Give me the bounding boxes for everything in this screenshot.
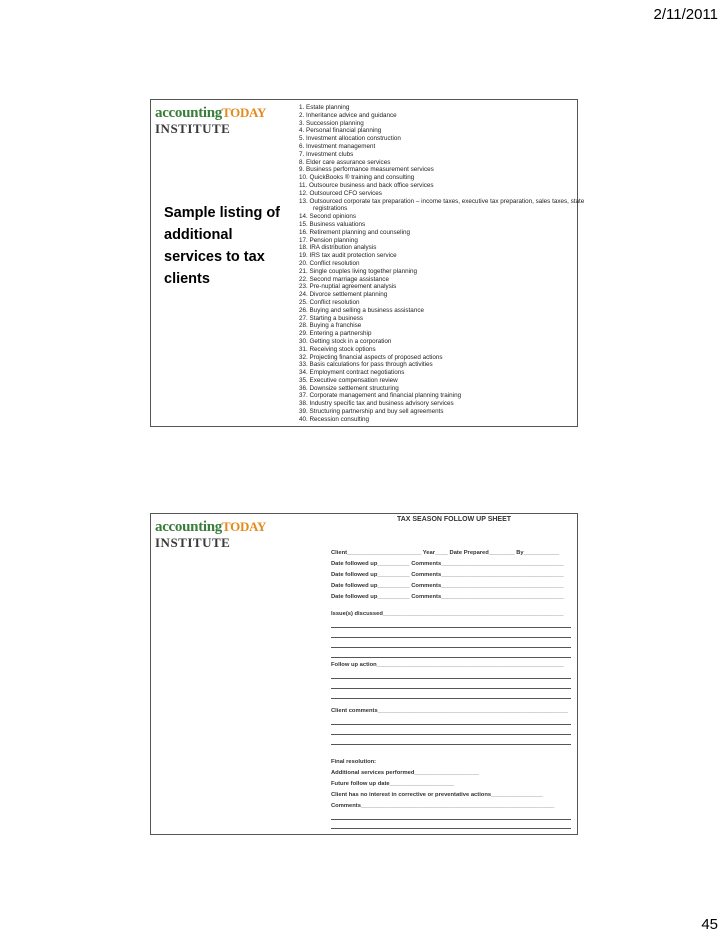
service-item: 23. Pre-nuptial agreement analysis [299, 283, 397, 291]
logo-accounting: accounting [155, 105, 223, 121]
service-item: 3. Succession planning [299, 119, 364, 127]
blank-line [331, 744, 571, 745]
blank-line [331, 647, 571, 648]
service-item: 17. Pension planning [299, 236, 358, 244]
service-item: 5. Investment allocation construction [299, 135, 401, 143]
form-title: TAX SEASON FOLLOW UP SHEET [396, 516, 512, 523]
blank-line [331, 688, 571, 689]
slide-services-listing [150, 99, 585, 427]
logo-institute: INSTITUTE [155, 121, 231, 136]
service-item: 22. Second marriage assistance [299, 275, 389, 283]
logo-today: TODAY [222, 519, 267, 534]
blank-line [331, 627, 571, 628]
service-item: 24. Divorce settlement planning [299, 291, 388, 299]
service-item: 35. Executive compensation review [299, 376, 398, 384]
blank-line [331, 637, 571, 638]
service-item: 31. Receiving stock options [299, 345, 376, 353]
final-resolution-label: Final resolution: [331, 759, 377, 765]
client-row: Client_______________________ Year____ Date Prepared________ By___________ [331, 550, 560, 556]
client-comments-label: Client comments___________________________________________________________ [331, 708, 568, 714]
no-interest-label: Client has no interest in corrective or preventative actions________________ [331, 792, 543, 798]
service-item: 13. Outsourced corporate tax preparation – income taxes, executive tax preparation, sales taxes, state registrations [299, 197, 585, 213]
services-list [299, 104, 585, 424]
accounting-today-logo [155, 106, 266, 135]
blank-line [331, 657, 571, 658]
service-item: 4. Personal financial planning [299, 127, 382, 135]
service-item: 20. Conflict resolution [299, 259, 360, 267]
blank-line [331, 698, 571, 699]
slide-follow-up-sheet [150, 513, 578, 835]
service-item: 8. Elder care assurance services [299, 158, 391, 166]
service-item: 7. Investment clubs [299, 150, 354, 158]
slide-heading: Sample listing of additional services to tax clients [164, 205, 281, 287]
service-item: 2. Inheritance advice and guidance [299, 111, 397, 119]
service-item: 16. Retirement planning and counseling [299, 228, 410, 236]
service-item: 19. IRS tax audit protection service [299, 252, 397, 260]
follow-up-form [331, 516, 577, 809]
service-item: 9. Business performance measurement services [299, 166, 434, 174]
logo-institute: INSTITUTE [155, 535, 231, 550]
additional-services-label: Additional services performed____________________ [331, 770, 479, 776]
logo-accounting: accounting [155, 519, 223, 535]
service-item: 33. Basis calculations for pass through activities [299, 361, 433, 369]
service-item: 25. Conflict resolution [299, 298, 360, 306]
followed-up-row: Date followed up__________ Comments______________________________________ [331, 594, 564, 600]
comments-label: Comments____________________________________________________________ [331, 803, 555, 809]
blank-line [331, 828, 571, 829]
follow-up-action-label: Follow up action__________________________________________________________ [331, 662, 564, 668]
service-item: 32. Projecting financial aspects of proposed actions [299, 353, 443, 361]
service-item: 18. IRA distribution analysis [299, 244, 377, 252]
service-item: 39. Structuring partnership and buy sell agreements [299, 408, 444, 416]
followed-up-row: Date followed up__________ Comments______________________________________ [331, 572, 564, 578]
followed-up-row: Date followed up__________ Comments______________________________________ [331, 583, 564, 589]
service-item: 27. Starting a business [299, 314, 364, 322]
service-item: 29. Entering a partnership [299, 330, 372, 338]
service-item: 15. Business valuations [299, 220, 366, 228]
print-date: 2/11/2011 [653, 6, 718, 23]
service-item: 12. Outsourced CFO services [299, 189, 382, 197]
logo-today: TODAY [222, 105, 267, 120]
blank-line [331, 678, 571, 679]
blank-line [331, 819, 571, 820]
service-item: 38. Industry specific tax and business advisory services [299, 400, 454, 408]
service-item: 30. Getting stock in a corporation [299, 337, 392, 345]
service-item: 21. Single couples living together planning [299, 267, 417, 275]
service-item: 34. Employment contract negotiations [299, 369, 405, 377]
service-item: 11. Outsource business and back office services [299, 181, 434, 189]
accounting-today-logo [155, 520, 266, 549]
blank-line [331, 724, 571, 725]
page-number: 45 [701, 916, 718, 933]
service-item: 37. Corporate management and financial planning training [299, 392, 462, 400]
service-item: 28. Buying a franchise [299, 322, 362, 330]
service-item: 10. QuickBooks ® training and consulting [299, 174, 415, 182]
service-item: 36. Downsize settlement structuring [299, 384, 399, 392]
future-follow-up-date-label: Future follow up date____________________ [331, 781, 455, 787]
service-item: 1. Estate planning [299, 104, 350, 111]
issues-discussed-label: Issue(s) discussed________________________________________________________ [331, 611, 564, 617]
service-item: 6. Investment management [299, 142, 376, 150]
blank-line [331, 734, 571, 735]
service-item: 40. Recession consulting [299, 415, 370, 423]
service-item: 26. Buying and selling a business assistance [299, 306, 424, 314]
service-item: 14. Second opinions [299, 213, 357, 221]
followed-up-row: Date followed up__________ Comments______________________________________ [331, 561, 564, 567]
